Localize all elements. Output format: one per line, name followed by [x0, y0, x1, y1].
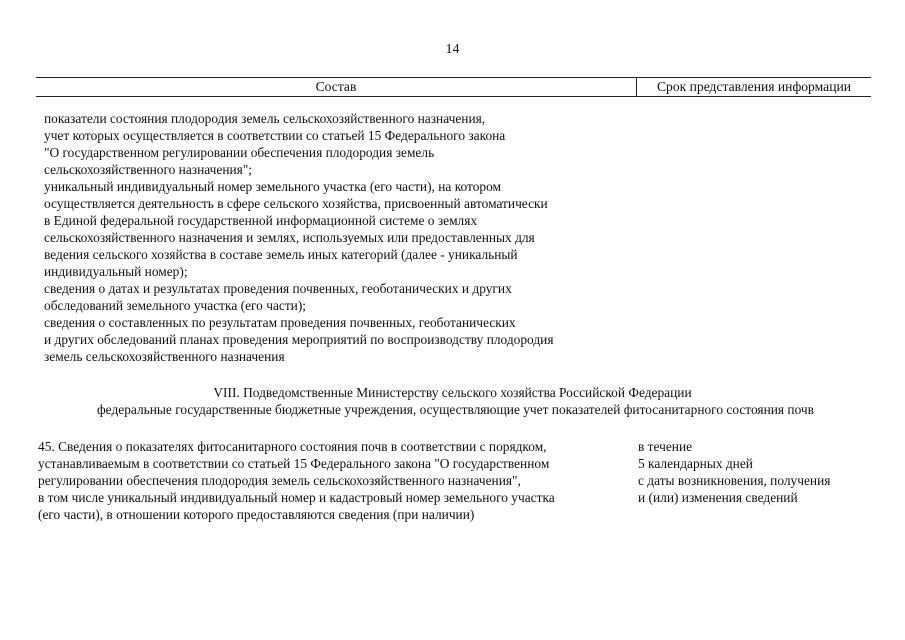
deadline-line: с даты возникновения, получения — [638, 473, 831, 488]
text-line: (его части), в отношении которого предоставляются сведения (при наличии) — [38, 507, 475, 522]
text-line: обследований земельного участка (его части); — [44, 298, 307, 313]
section-heading — [0, 384, 905, 418]
page-number: 14 — [445, 42, 460, 57]
text-line: индивидуальный номер); — [44, 264, 188, 279]
item-45-text — [38, 438, 555, 523]
text-line: уникальный индивидуальный номер земельного участка (его части), на котором — [44, 179, 502, 194]
text-line: учет которых осуществляется в соответствии со статьей 15 Федерального закона — [44, 128, 506, 143]
text-line: земель сельскохозяйственного назначения — [44, 349, 285, 364]
deadline-line: и (или) изменения сведений — [638, 490, 798, 505]
text-line: в Единой федеральной государственной информационной системе о землях — [44, 213, 478, 228]
column-header-deadline: Срок представления информации — [656, 79, 852, 94]
continued-item-text — [44, 110, 554, 365]
text-line: и других обследований планах проведения мероприятий по воспроизводству плодородия — [44, 332, 554, 347]
text-line: сельскохозяйственного назначения"; — [44, 162, 253, 177]
text-line: в том числе уникальный индивидуальный номер и кадастровый номер земельного участка — [38, 490, 555, 505]
text-line: сельскохозяйственного назначения и землях, используемых или предоставленных для — [44, 230, 535, 245]
table-header — [36, 77, 871, 97]
text-line: устанавливаемым в соответствии со статьей 15 Федерального закона "О государственном — [38, 456, 550, 471]
column-header-composition: Состав — [315, 79, 357, 94]
text-line: "О государственном регулировании обеспечения плодородия земель — [44, 145, 435, 160]
section-heading-line-2: федеральные государственные бюджетные учреждения, осуществляющие учет показателей фитосанитарного состояния почв — [97, 402, 814, 417]
text-line: показатели состояния плодородия земель сельскохозяйственного назначения, — [44, 111, 486, 126]
item-45-deadline — [638, 438, 830, 506]
text-line: 45. Сведения о показателях фитосанитарного состояния почв в соответствии с порядком, — [38, 439, 547, 454]
text-line: сведения о датах и результатах проведения почвенных, геоботанических и других — [44, 281, 512, 296]
text-line: сведения о составленных по результатам проведения почвенных, геоботанических — [44, 315, 516, 330]
deadline-line: в течение — [638, 439, 693, 454]
text-line: регулировании обеспечения плодородия земель сельскохозяйственного назначения", — [38, 473, 521, 488]
text-line: осуществляется деятельность в сфере сельского хозяйства, присвоенный автоматически — [44, 196, 548, 211]
section-heading-line-1: VIII. Подведомственные Министерству сельского хозяйства Российской Федерации — [213, 385, 692, 400]
deadline-line: 5 календарных дней — [638, 456, 753, 471]
text-line: ведения сельского хозяйства в составе земель иных категорий (далее - уникальный — [44, 247, 518, 262]
